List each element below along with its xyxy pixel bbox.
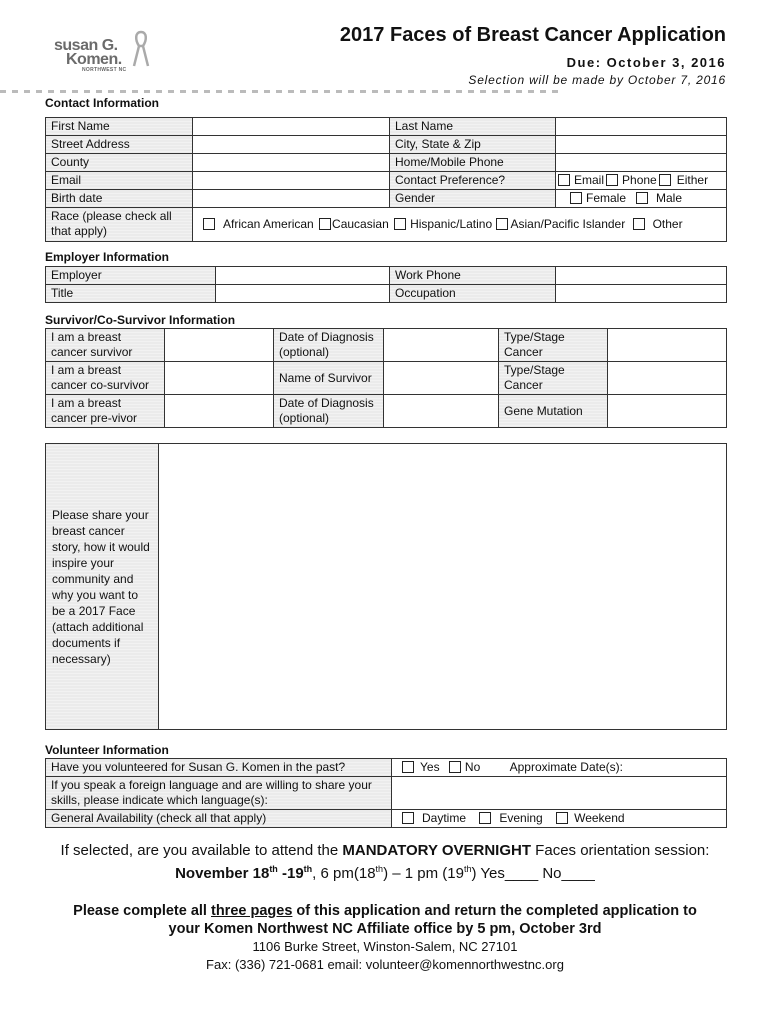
volunteered-no-checkbox[interactable] [449,761,461,773]
date-diagnosis-label: Date of Diagnosis (optional) [274,329,384,362]
race-other-label: Other [652,217,683,231]
race-asian-checkbox[interactable] [496,218,508,230]
last-name-field[interactable] [556,118,727,136]
county-label: County [46,154,193,172]
gender-label: Gender [390,190,556,208]
gender-male-label: Male [656,191,683,205]
logo-line2: Komen. [66,51,122,68]
occupation-label: Occupation [390,285,556,303]
contact-pref-options [556,172,727,190]
complete-instructions [0,903,770,919]
race-hispanic-label: Hispanic/Latino [410,217,493,231]
race-other-checkbox[interactable] [633,218,645,230]
email-label: Email [46,172,193,190]
volunteered-question: Have you volunteered for Susan G. Komen in the past? [46,759,392,777]
avail-weekend-label: Weekend [574,811,625,825]
type-stage-label: Type/Stage Cancer [499,329,608,362]
name-survivor-field[interactable] [384,362,499,395]
date-diagnosis-field[interactable] [384,329,499,362]
volunteered-yes-label: Yes [420,760,440,774]
logo-line1: susan G. [54,37,118,54]
orientation-text-a: If selected, are you available to attend the [60,842,343,859]
city-field[interactable] [556,136,727,154]
complete-text-c: of this application and return the completed application to [292,903,697,919]
birth-field[interactable] [193,190,390,208]
employer-table [45,266,727,303]
nov-sup-1: th [269,864,278,874]
type-stage-field-2[interactable] [608,362,727,395]
email-field[interactable] [193,172,390,190]
orientation-text-c: Faces orientation session: [531,842,710,859]
language-field[interactable] [392,777,727,810]
street-field[interactable] [193,136,390,154]
pref-email-label: Email [574,173,605,187]
gene-mutation-field[interactable] [608,395,727,428]
availability-question: General Availability (check all that apply) [46,810,392,828]
type-stage-label-2: Type/Stage Cancer [499,362,608,395]
gender-female-checkbox[interactable] [570,192,582,204]
title-label: Title [46,285,216,303]
birth-label: Birth date [46,190,193,208]
mandatory-overnight: MANDATORY OVERNIGHT [342,842,532,859]
nov-time-c: , 6 pm(18 [312,865,376,882]
name-survivor-label: Name of Survivor [274,362,384,395]
pref-either-label: Either [676,173,709,187]
complete-text-a: Please complete all [73,903,211,919]
contact-pref-label: Contact Preference? [390,172,556,190]
orientation-dates [0,864,770,882]
first-name-field[interactable] [193,118,390,136]
page-title: 2017 Faces of Breast Cancer Application [339,24,726,46]
gender-options [556,190,727,208]
orientation-question [0,842,770,859]
race-asian-label: Asian/Pacific Islander [510,217,626,231]
avail-evening-checkbox[interactable] [479,812,491,824]
story-prompt: Please share your breast cancer story, how it would inspire your community and why you want to be a 2017 Face (attach additional documents if necessary) [46,444,159,730]
nov-date-b: -19 [277,865,304,882]
first-name-label: First Name [46,118,193,136]
nov-yes-no: ) Yes____ No____ [471,865,595,882]
work-phone-label: Work Phone [390,267,556,285]
pref-phone-label: Phone [622,173,657,187]
pref-phone-checkbox[interactable] [606,174,618,186]
nov-sup-2: th [303,864,313,874]
avail-daytime-label: Daytime [422,811,467,825]
race-african-american-checkbox[interactable] [203,218,215,230]
nov-sup-4: th [463,864,472,874]
story-field[interactable] [159,444,727,730]
pref-either-checkbox[interactable] [659,174,671,186]
language-question: If you speak a foreign language and are willing to share your skills, please indicate which language(s): [46,777,392,810]
volunteered-options [392,759,727,777]
race-caucasian-checkbox[interactable] [319,218,331,230]
race-caucasian-label: Caucasian [332,217,389,231]
avail-weekend-checkbox[interactable] [556,812,568,824]
gender-female-label: Female [586,191,627,205]
story-table [45,443,727,730]
volunteered-no-label: No [464,760,481,774]
nov-date-a: November 18 [175,865,270,882]
avail-daytime-checkbox[interactable] [402,812,414,824]
previvor-label: I am a breast cancer pre-vivor [46,395,165,428]
title-field[interactable] [216,285,390,303]
race-options [193,208,727,242]
survivor-label: I am a breast cancer survivor [46,329,165,362]
pref-email-checkbox[interactable] [558,174,570,186]
logo-line3: NORTHWEST NC [82,67,127,73]
return-deadline: your Komen Northwest NC Affiliate office by 5 pm, October 3rd [168,921,602,937]
occupation-field[interactable] [556,285,727,303]
race-label: Race (please check all that apply) [46,208,193,242]
type-stage-field[interactable] [608,329,727,362]
phone-field[interactable] [556,154,727,172]
employer-heading: Employer Information [45,250,170,264]
survivor-table [45,328,727,428]
co-survivor-label: I am a breast cancer co-survivor [46,362,165,395]
nov-time-d: ) – 1 pm (19 [383,865,464,882]
street-label: Street Address [46,136,193,154]
mailing-address: 1106 Burke Street, Winston-Salem, NC 27101 [252,939,518,954]
contact-table [45,117,727,242]
employer-field[interactable] [216,267,390,285]
approx-dates-label: Approximate Date(s): [509,760,623,774]
last-name-label: Last Name [390,118,556,136]
dotted-divider [0,90,560,93]
race-hispanic-checkbox[interactable] [394,218,406,230]
ribbon-icon [132,30,150,68]
due-date: Due: October 3, 2016 [566,55,726,70]
date-diagnosis-label-2: Date of Diagnosis (optional) [274,395,384,428]
volunteered-yes-checkbox[interactable] [402,761,414,773]
phone-label: Home/Mobile Phone [390,154,556,172]
employer-label: Employer [46,267,216,285]
volunteer-heading: Volunteer Information [45,743,169,757]
previvor-field[interactable] [165,395,274,428]
date-diagnosis-field-2[interactable] [384,395,499,428]
avail-evening-label: Evening [499,811,543,825]
contact-heading: Contact Information [45,96,159,110]
survivor-heading: Survivor/Co-Survivor Information [45,313,236,327]
volunteer-table [45,758,727,828]
county-field[interactable] [193,154,390,172]
three-pages: three pages [211,903,293,919]
nov-sup-3: th [375,864,384,874]
fax-email: Fax: (336) 721-0681 email: volunteer@komennorthwestnc.org [206,957,564,972]
city-label: City, State & Zip [390,136,556,154]
selection-date: Selection will be made by October 7, 2016 [468,73,726,87]
survivor-field[interactable] [165,329,274,362]
co-survivor-field[interactable] [165,362,274,395]
work-phone-field[interactable] [556,267,727,285]
availability-options [392,810,727,828]
race-african-american-label: African American [223,217,314,231]
gender-male-checkbox[interactable] [636,192,648,204]
gene-mutation-label: Gene Mutation [499,395,608,428]
